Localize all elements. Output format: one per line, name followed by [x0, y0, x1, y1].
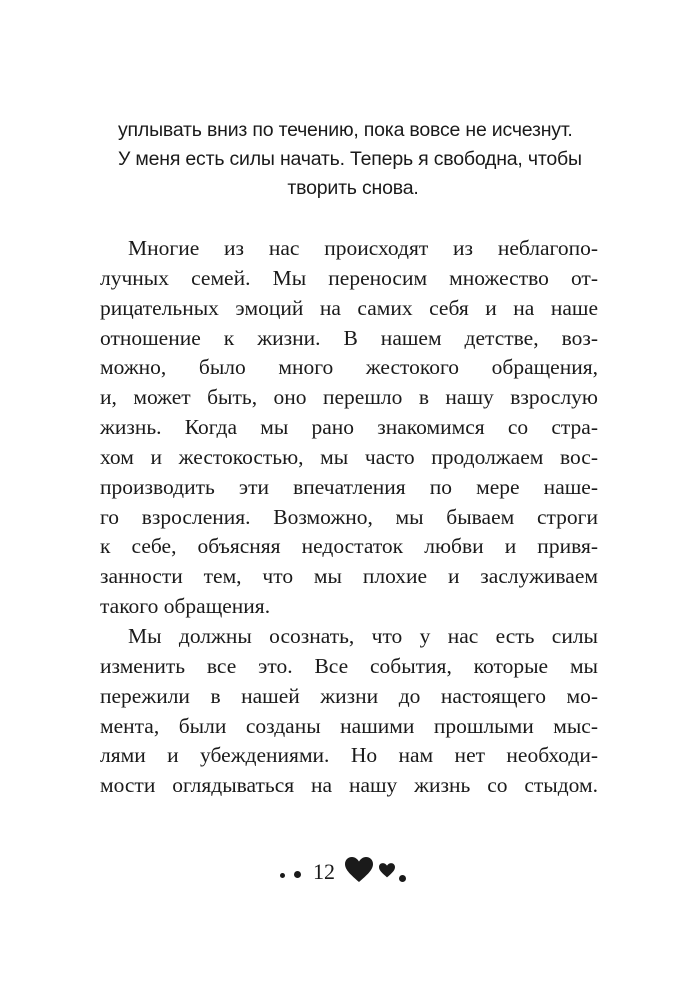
paragraph-2 [100, 622, 598, 801]
small-heart-icon [379, 863, 395, 883]
affirmation-block [118, 116, 588, 204]
text-line: отношение к жизни. В нашем детстве, воз- [100, 325, 598, 350]
page-number: 12 [313, 859, 335, 884]
text-line: занности тем, что мы плохие и заслуживаем [100, 564, 598, 589]
text-line: Многие из нас происходят из неблагопо- [128, 236, 598, 260]
text-line: такого обращения. [100, 594, 271, 619]
affirmation-line: У меня есть силы начать. Теперь я свободна, чтобы [118, 148, 582, 171]
text-line: Мы должны осознать, что у нас есть силы [128, 623, 598, 648]
page-footer [0, 852, 686, 892]
text-line: к себе, объясняя недостаток любви и привя- [100, 534, 598, 559]
text-line: рицательных эмоций на самих себя и на наше [100, 295, 598, 320]
text-line: лучных семей. Мы переносим множество от- [100, 265, 598, 290]
text-line: можно, было много жестокого обращения, [100, 355, 598, 380]
text-line: мости оглядываться на нашу жизнь со стыдом. [100, 773, 598, 798]
text-line: лями и убеждениями. Но нам нет необходи- [100, 743, 598, 768]
affirmation-line: творить снова. [287, 177, 419, 200]
large-heart-icon [345, 857, 373, 888]
ornament-dot-icon [280, 873, 285, 878]
text-line: хом и жестокостью, мы часто продолжаем вос- [100, 444, 598, 469]
affirmation-line: уплывать вниз по течению, пока вовсе не исчезнут. [118, 119, 573, 141]
text-line: мента, были созданы нашими прошлыми мыс- [100, 713, 598, 738]
body-text [100, 234, 598, 801]
text-line: изменить все это. Все события, которые мы [100, 653, 598, 678]
text-line: производить эти впечатления по мере наше- [100, 474, 598, 499]
text-line: и, может быть, оно перешло в нашу взрослую [100, 385, 598, 410]
text-line: го взросления. Возможно, мы бываем строги [100, 504, 598, 529]
ornament-dot-icon [294, 871, 301, 878]
text-line: пережили в нашей жизни до настоящего мо- [100, 683, 598, 708]
paragraph-1 [100, 234, 598, 622]
text-line: жизнь. Когда мы рано знакомимся со стра- [100, 415, 598, 440]
ornament-dot-icon [399, 875, 406, 882]
